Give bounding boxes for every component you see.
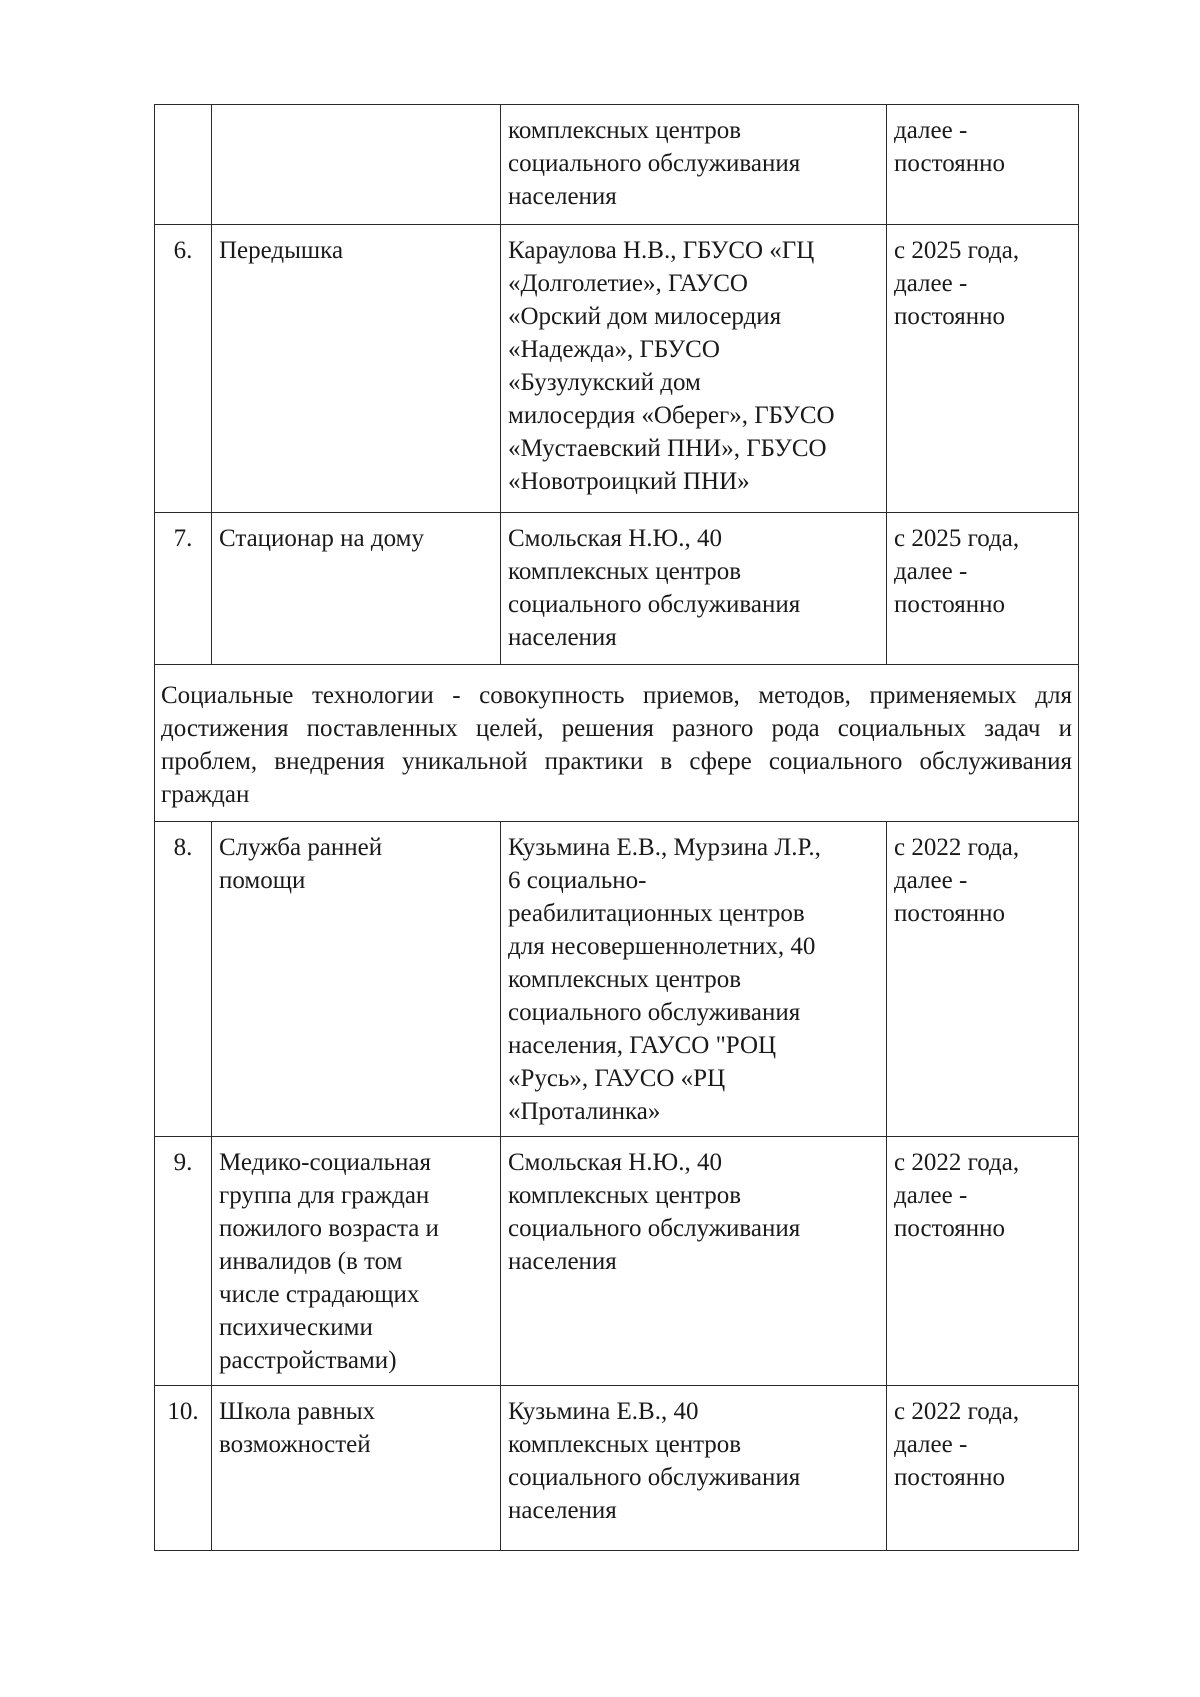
term: с 2022 года, далее - постоянно [887,822,1079,1137]
measure-name: Школа равных возможностей [212,1386,501,1551]
measures-table [154,104,1079,1551]
table-row [155,1386,1079,1551]
table-row [155,513,1079,665]
term: с 2022 года, далее - постоянно [887,1386,1079,1551]
row-number: 7. [155,513,212,665]
executors: Караулова Н.В., ГБУСО «ГЦ «Долголетие», ГАУСО «Орский дом милосердия «Надежда», ГБУСО «Бузулукский дом милосердия «Оберег», ГБУСО «Мустаевский ПНИ», ГБУСО «Новотроицкий ПНИ» [501,225,887,513]
measure-name: Служба ранней помощи [212,822,501,1137]
measure-name: Стационар на дому [212,513,501,665]
measure-name: Медико-социальная группа для граждан пожилого возраста и инвалидов (в том числе страдающих психическими расстройствами) [212,1137,501,1386]
row-number: 8. [155,822,212,1137]
row-number: 9. [155,1137,212,1386]
term: с 2025 года, далее - постоянно [887,225,1079,513]
table-row [155,105,1079,225]
section-row [155,665,1079,822]
term: далее - постоянно [887,105,1079,225]
executors: комплексных центров социального обслуживания населения [501,105,887,225]
table-row [155,822,1079,1137]
measure-name: Передышка [212,225,501,513]
table-row [155,225,1079,513]
row-number: 6. [155,225,212,513]
section-heading: Социальные технологии - совокупность приемов, методов, применяемых для достижения поставленных целей, решения разного рода социальных задач и проблем, внедрения уникальной практики в сфере социального обслуживания граждан [155,665,1079,822]
executors: Смольская Н.Ю., 40 комплексных центров социального обслуживания населения [501,1137,887,1386]
table-row [155,1137,1079,1386]
executors: Смольская Н.Ю., 40 комплексных центров социального обслуживания населения [501,513,887,665]
executors: Кузьмина Е.В., Мурзина Л.Р., 6 социально- реабилитационных центров для несовершеннолетних, 40 комплексных центров социального обслуживания населения, ГАУСО "РОЦ «Русь», ГАУСО «РЦ «Проталинка» [501,822,887,1137]
term: с 2025 года, далее - постоянно [887,513,1079,665]
row-number [155,105,212,225]
term: с 2022 года, далее - постоянно [887,1137,1079,1386]
row-number: 10. [155,1386,212,1551]
measure-name [212,105,501,225]
executors: Кузьмина Е.В., 40 комплексных центров социального обслуживания населения [501,1386,887,1551]
